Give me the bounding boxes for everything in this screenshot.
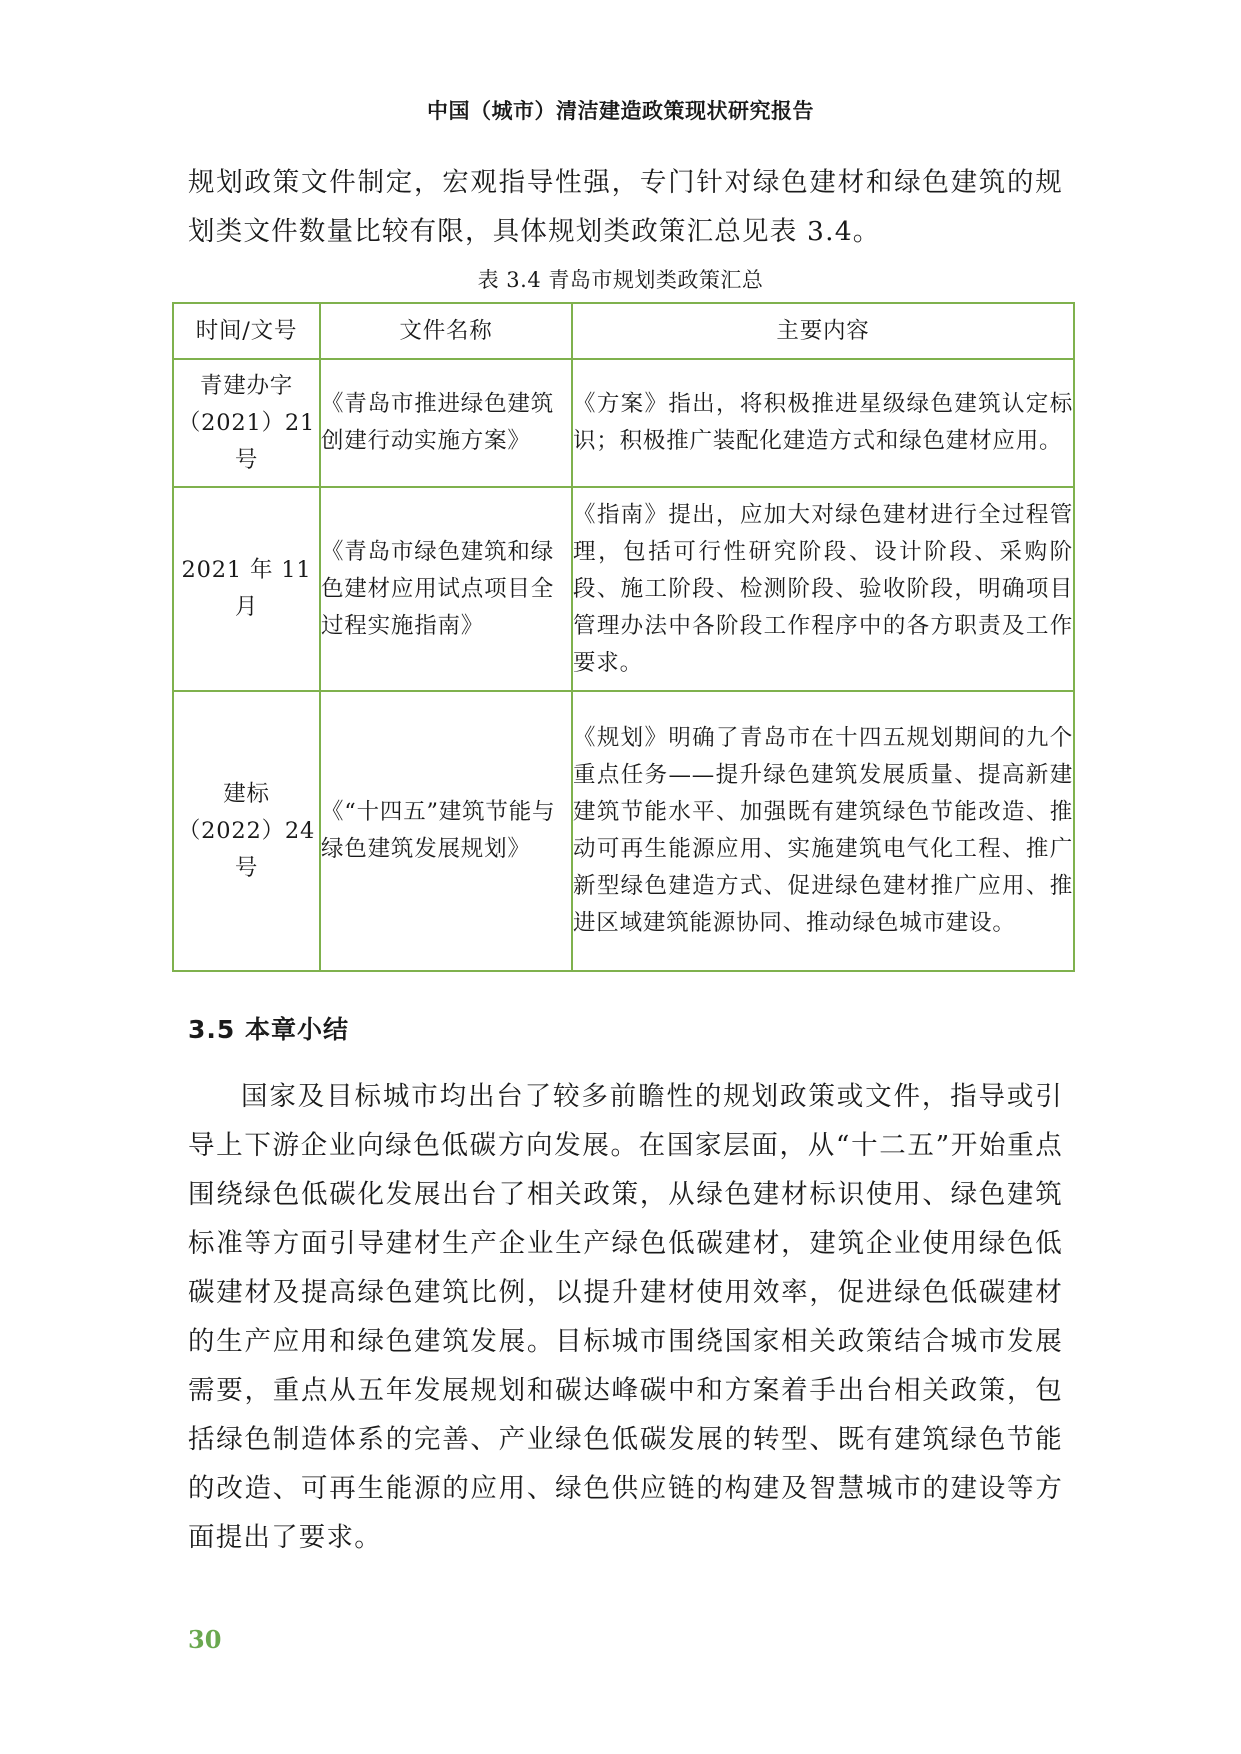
header-content: 主要内容 [572,303,1074,359]
cell-name: 《青岛市绿色建筑和绿色建材应用试点项目全过程实施指南》 [320,487,572,691]
cell-time-text: 青建办字（2021）21 号 [177,372,316,473]
cell-time [173,359,320,487]
running-header: 中国（城市）清洁建造政策现状研究报告 [427,99,814,123]
cell-name: 《青岛市推进绿色建筑创建行动实施方案》 [320,359,572,487]
cell-content: 《指南》提出，应加大对绿色建材进行全过程管理，包括可行性研究阶段、设计阶段、采购阶段、施工阶段、检测阶段、验收阶段，明确项目管理办法中各阶段工作程序中的各方职责及工作要求。 [572,487,1074,691]
cell-time [173,691,320,971]
cell-content: 《方案》指出，将积极推进星级绿色建筑认定标识；积极推广装配化建造方式和绿色建材应用。 [572,359,1074,487]
table-row [173,359,1074,487]
cell-time-text: 建标（2022）24 号 [177,780,316,881]
cell-content: 《规划》明确了青岛市在十四五规划期间的九个重点任务——提升绿色建筑发展质量、提高新建建筑节能水平、加强既有建筑绿色节能改造、推动可再生能源应用、实施建筑电气化工程、推广新型绿色建造方式、促进绿色建材推广应用、推进区域建筑能源协同、推动绿色城市建设。 [572,691,1074,971]
section-heading: 3.5 本章小结 [188,1015,349,1044]
cell-time-text: 2021 年 11 月 [181,557,312,620]
summary-paragraph: 国家及目标城市均出台了较多前瞻性的规划政策或文件，指导或引导上下游企业向绿色低碳方向发展。在国家层面，从“十二五”开始重点围绕绿色低碳化发展出台了相关政策，从绿色建材标识使用、绿色建筑标准等方面引导建材生产企业生产绿色低碳建材，建筑企业使用绿色低碳建材及提高绿色建筑比例，以提升建材使用效率，促进绿色低碳建材的生产应用和绿色建筑发展。目标城市围绕国家相关政策结合城市发展需要，重点从五年发展规划和碳达峰碳中和方案着手出台相关政策，包括绿色制造体系的完善、产业绿色低碳发展的转型、既有建筑绿色节能的改造、可再生能源的应用、绿色供应链的构建及智慧城市的建设等方面提出了要求。 [188,1081,1063,1553]
page-number: 30 [188,1625,222,1654]
cell-name: 《“十四五”建筑节能与绿色建筑发展规划》 [320,691,572,971]
policy-table [172,302,1075,972]
header-name: 文件名称 [320,303,572,359]
table-row [173,691,1074,971]
cell-time [173,487,320,691]
intro-paragraph: 规划政策文件制定，宏观指导性强，专门针对绿色建材和绿色建筑的规划类文件数量比较有限，具体规划类政策汇总见表 3.4。 [188,167,1063,247]
header-time: 时间/文号 [173,303,320,359]
table-row [173,487,1074,691]
table-header-row [173,303,1074,359]
table-caption: 表 3.4 青岛市规划类政策汇总 [477,268,764,292]
